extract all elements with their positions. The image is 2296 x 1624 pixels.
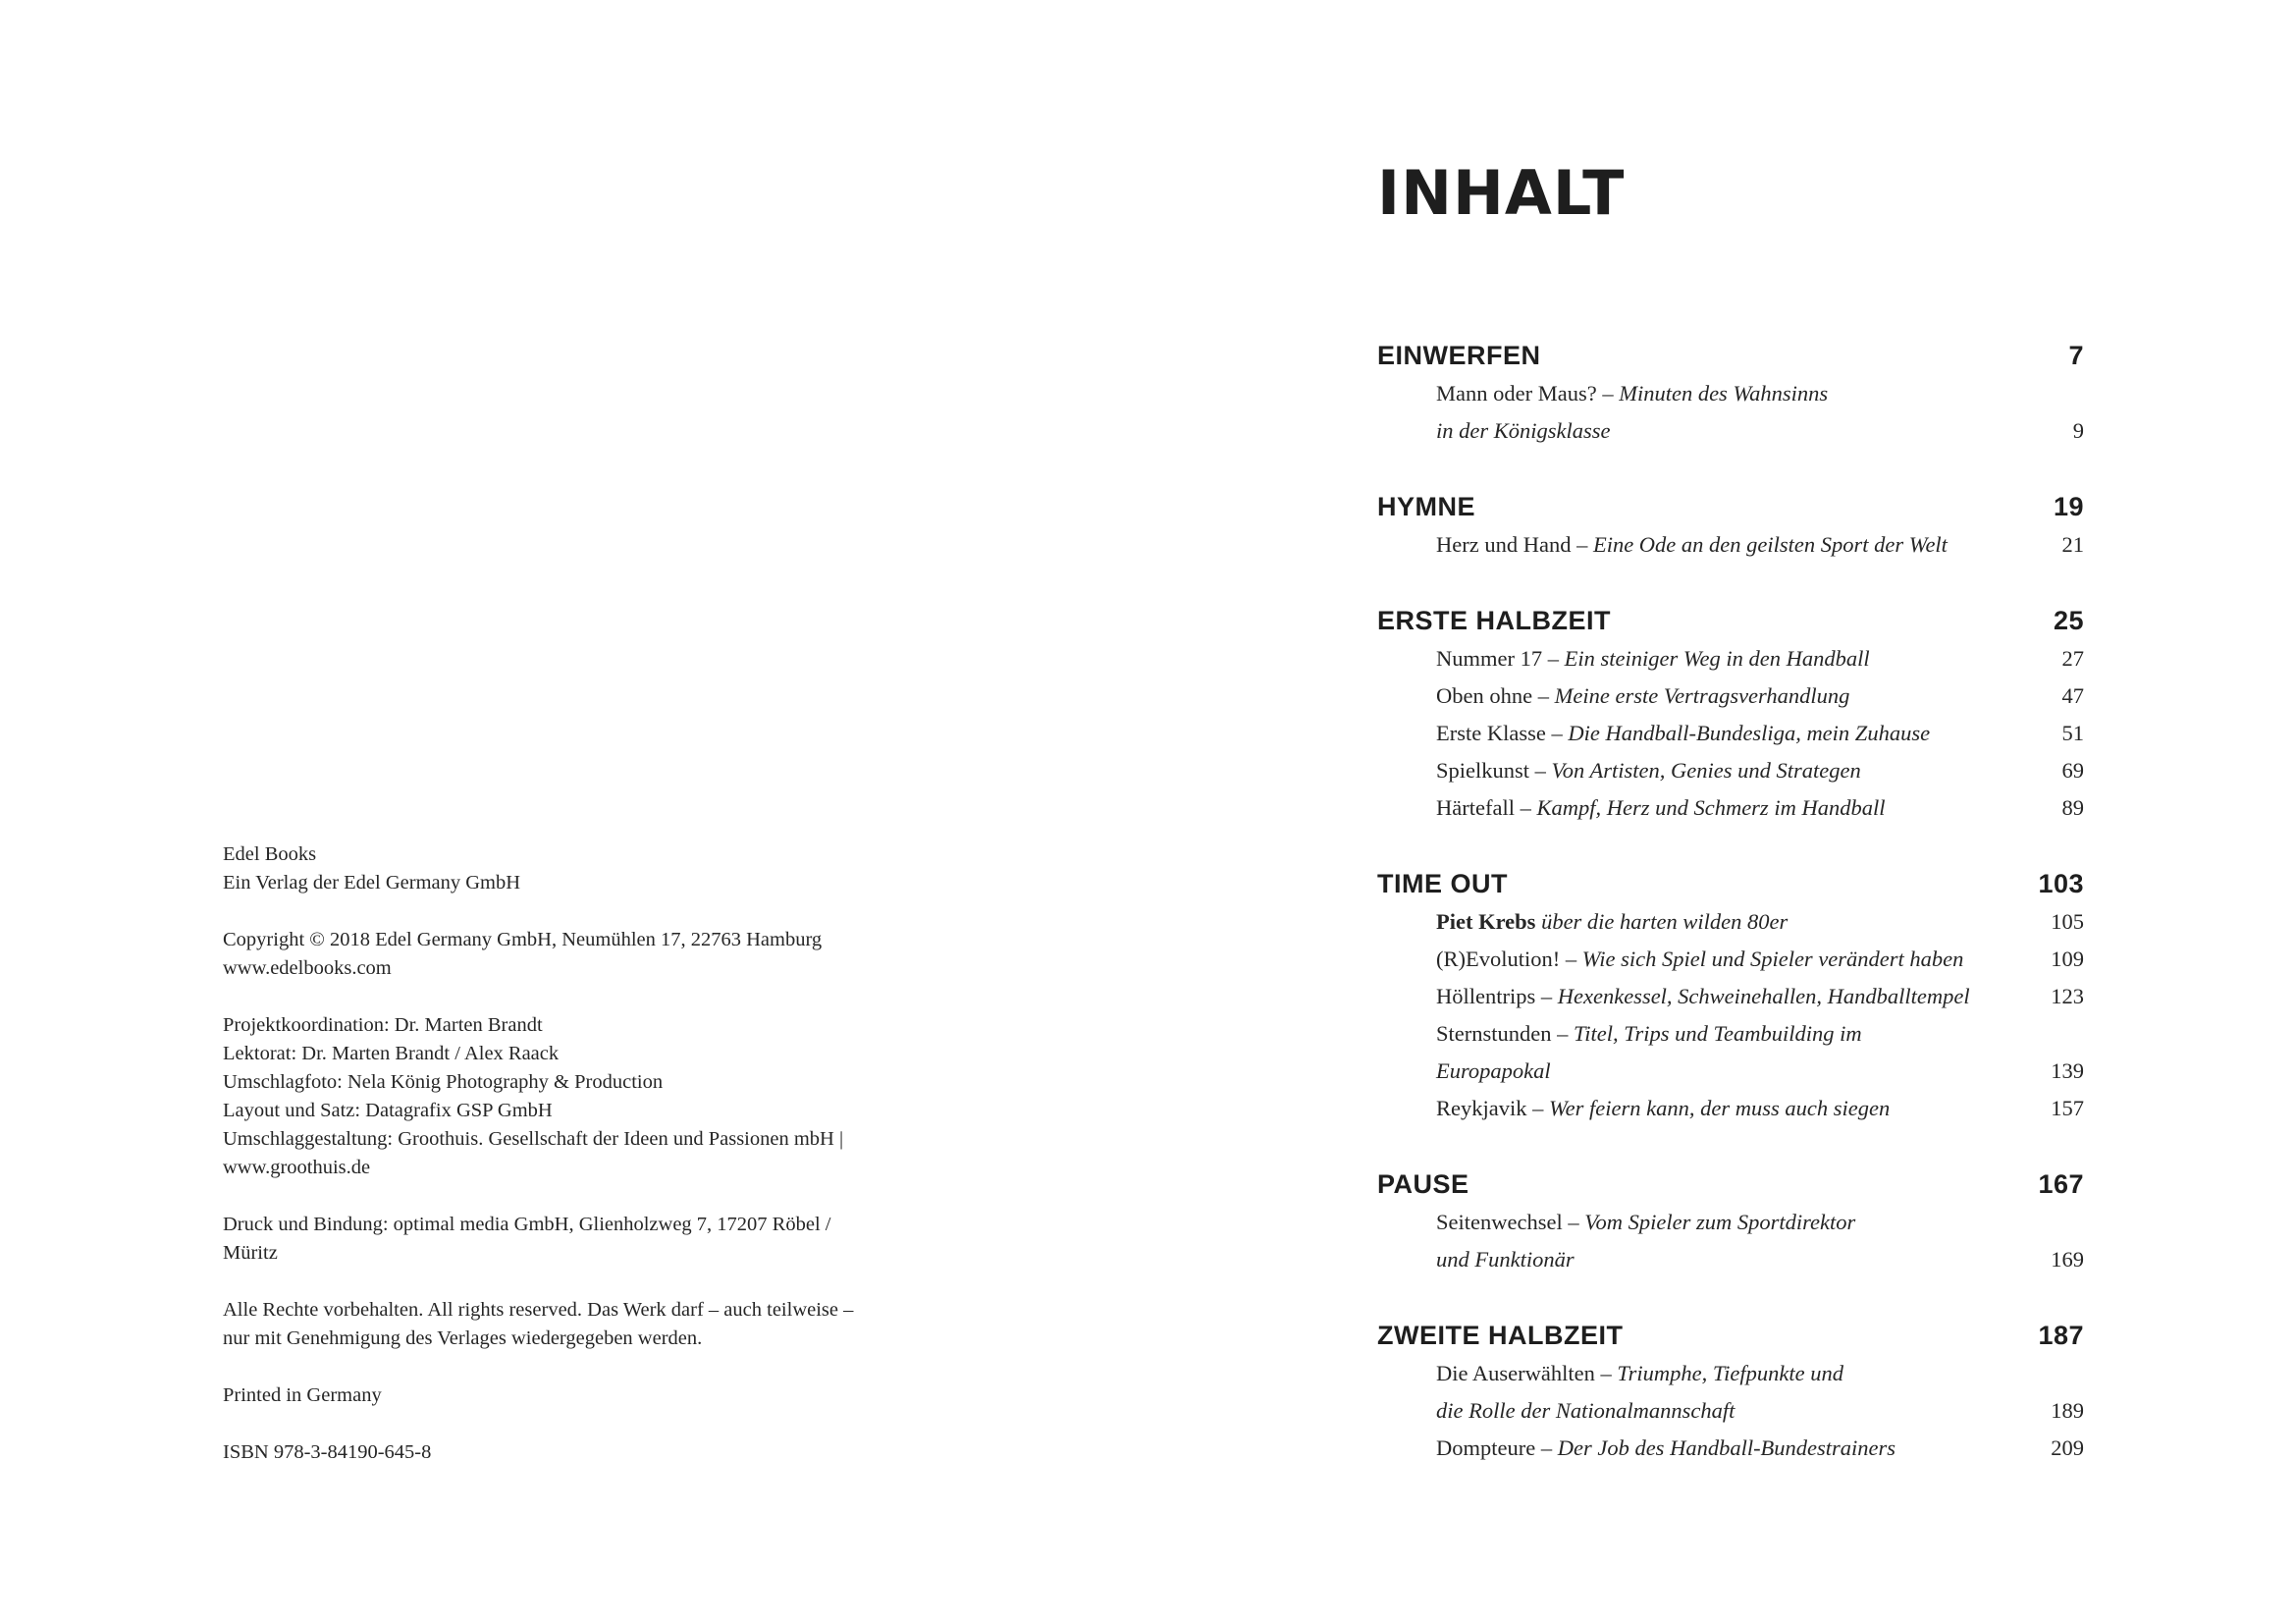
imprint-publisher: Edel Books [223,843,317,865]
toc-section [1377,864,2084,1127]
toc-entry-title: Höllentrips – [1436,984,1553,1008]
imprint-rights-block [223,1296,930,1353]
imprint-printing-cont: Müritz [223,1242,278,1264]
toc-section [1377,487,2084,564]
toc-entry-title: Herz und Hand – [1436,532,1588,557]
toc-entry-line [1436,677,2015,715]
toc-entry-line [1436,1015,2015,1053]
toc-entry [1377,375,2084,450]
imprint-printing: Druck und Bindung: optimal media GmbH, Glienholzweg 7, 17207 Röbel / [223,1214,831,1235]
toc-entry-line [1436,941,2015,978]
toc-entry [1377,715,2084,752]
imprint-layout: Layout und Satz: Datagrafix GSP GmbH [223,1100,553,1121]
toc-entry-line [1436,375,2015,412]
toc-entry-subtitle-cont: die Rolle der Nationalmannschaft [1436,1398,1735,1423]
toc-entry-text [1436,375,2015,450]
toc-title: INHALT [1377,157,1626,229]
toc-entry-page: 69 [2061,758,2084,783]
imprint-credits-block [223,1011,930,1182]
toc-section-title: HYMNE [1377,492,1476,521]
toc-entry-subtitle: Von Artisten, Genies und Strategen [1551,758,1861,783]
imprint-website: www.edelbooks.com [223,957,392,979]
toc-entry-page: 189 [2051,1398,2084,1423]
toc-entry [1377,1090,2084,1127]
toc-entry-title: Oben ohne – [1436,683,1549,708]
toc-entry-text [1436,1090,2015,1127]
toc-entry [1377,1204,2084,1278]
toc-entry-text [1436,903,2015,941]
toc-entry-subtitle: Titel, Trips und Teambuilding im [1574,1021,1862,1046]
toc-entry [1377,903,2084,941]
toc-entry-line [1436,640,2015,677]
toc-entry-subtitle: Wie sich Spiel und Spieler verändert haben [1581,947,1964,971]
toc-entry-title: Erste Klasse – [1436,721,1563,745]
toc-entry-title: Nummer 17 – [1436,646,1559,671]
imprint-copyright: Copyright © 2018 Edel Germany GmbH, Neumühlen 17, 22763 Hamburg [223,929,823,950]
table-of-contents [1377,0,2084,1624]
imprint-printed: Printed in Germany [223,1384,382,1406]
toc-entry-title: Spielkunst – [1436,758,1546,783]
toc-entry-text [1436,677,2015,715]
toc-entry-page: 109 [2051,947,2084,971]
toc-entry-subtitle: Hexenkessel, Schweinehallen, Handballtempel [1557,984,1970,1008]
imprint-printing-block [223,1211,930,1268]
toc-entry-text [1436,978,2015,1015]
imprint-publisher-sub: Ein Verlag der Edel Germany GmbH [223,872,521,893]
toc-entry-subtitle: Kampf, Herz und Schmerz im Handball [1536,795,1886,820]
toc-section-heading [1377,601,2084,640]
toc-entry [1377,640,2084,677]
toc-entry-title: Seitenwechsel – [1436,1210,1579,1234]
toc-entry-title: Sternstunden – [1436,1021,1569,1046]
toc-entry-title: Die Auserwählten – [1436,1361,1612,1385]
toc-section [1377,1164,2084,1278]
toc-entry-title: Härtefall – [1436,795,1531,820]
toc-entry-page: 105 [2051,909,2084,934]
imprint-rights-cont: nur mit Genehmigung des Verlages wiedergegeben werden. [223,1327,703,1349]
toc-section-page: 187 [2038,1321,2084,1350]
toc-entry [1377,789,2084,827]
toc-section-title: PAUSE [1377,1169,1469,1199]
toc-entry-text [1436,526,2015,564]
toc-entry-subtitle-cont: und Funktionär [1436,1247,1575,1272]
toc-entry-text [1436,789,2015,827]
imprint-printed-block [223,1381,930,1410]
toc-entry-page: 209 [2051,1435,2084,1460]
toc-section [1377,601,2084,827]
toc-entry-line [1436,526,2015,564]
toc-entry-page: 139 [2051,1058,2084,1083]
toc-section-page: 103 [2038,869,2084,898]
imprint-isbn-block [223,1438,930,1467]
toc-section-title: TIME OUT [1377,869,1508,898]
toc-section [1377,336,2084,450]
toc-section-heading [1377,1316,2084,1355]
imprint-isbn: ISBN 978-3-84190-645-8 [223,1441,432,1463]
toc-entry [1377,752,2084,789]
toc-section-page: 7 [2068,341,2084,370]
toc-entry-page: 9 [2072,418,2084,443]
toc-entry [1377,1015,2084,1090]
toc-section-heading [1377,487,2084,526]
toc-entry-line [1436,1430,2015,1467]
toc-entry-title: Mann oder Maus? – [1436,381,1614,406]
toc-entry-text [1436,941,2015,978]
toc-entry-line [1436,903,2015,941]
toc-entry-title: Reykjavik – [1436,1096,1544,1120]
toc-entry-text [1436,1204,2015,1278]
toc-entry-subtitle: Meine erste Vertragsverhandlung [1554,683,1850,708]
toc-entry-subtitle: Vom Spieler zum Sportdirektor [1584,1210,1856,1234]
toc-entry-line [1436,1355,2015,1392]
toc-entry-text [1436,640,2015,677]
toc-section-heading [1377,1164,2084,1204]
imprint-publisher-block [223,840,930,897]
toc-entry [1377,526,2084,564]
toc-section-title: EINWERFEN [1377,341,1541,370]
toc-entry [1377,941,2084,978]
toc-entry-line [1436,789,2015,827]
toc-section-title: ERSTE HALBZEIT [1377,606,1612,635]
toc-entry-subtitle: Wer feiern kann, der muss auch siegen [1548,1096,1891,1120]
imprint [223,840,930,1495]
imprint-cover-design: Umschlaggestaltung: Groothuis. Gesellschaft der Ideen und Passionen mbH | [223,1128,844,1150]
toc-entry [1377,978,2084,1015]
toc-entry-subtitle: Der Job des Handball-Bundestrainers [1557,1435,1896,1460]
toc-entry-line [1436,978,2015,1015]
toc-entry-subtitle: Triumphe, Tiefpunkte und [1617,1361,1843,1385]
toc-entry-page: 123 [2051,984,2084,1008]
toc-entry-subtitle: über die harten wilden 80er [1541,909,1789,934]
toc-entry-page: 21 [2061,532,2084,557]
imprint-cover-design-url: www.groothuis.de [223,1157,371,1178]
toc-section-page: 19 [2053,492,2084,521]
toc-entry [1377,1355,2084,1430]
toc-entry-text [1436,1355,2015,1430]
toc-entry-page: 169 [2051,1247,2084,1272]
imprint-rights: Alle Rechte vorbehalten. All rights reserved. Das Werk darf – auch teilweise – [223,1299,854,1321]
toc-entry [1377,1430,2084,1467]
toc-section-page: 25 [2053,606,2084,635]
toc-entry-line [1436,752,2015,789]
toc-entry-text [1436,752,2015,789]
toc-entry-page: 51 [2061,721,2084,745]
toc-entry-page: 89 [2061,795,2084,820]
toc-entry-subtitle-cont: Europapokal [1436,1058,1551,1083]
toc-entry-text [1436,1015,2015,1090]
toc-section-heading [1377,336,2084,375]
toc-entry-page: 47 [2061,683,2084,708]
toc-entry-page: 157 [2051,1096,2084,1120]
toc-entry-page: 27 [2061,646,2084,671]
imprint-copyright-block [223,926,930,983]
toc-entry-subtitle: Ein steiniger Weg in den Handball [1564,646,1870,671]
toc-entry-subtitle: Die Handball-Bundesliga, mein Zuhause [1568,721,1931,745]
toc-entry-title: Dompteure – [1436,1435,1553,1460]
toc-sections [1377,336,2084,1504]
toc-entry-subtitle: Minuten des Wahnsinns [1619,381,1829,406]
toc-entry-text [1436,715,2015,752]
imprint-editing: Lektorat: Dr. Marten Brandt / Alex Raack [223,1043,560,1064]
toc-entry-subtitle-cont: in der Königsklasse [1436,418,1611,443]
toc-entry-line [1436,1090,2015,1127]
toc-section-heading [1377,864,2084,903]
toc-section-page: 167 [2038,1169,2084,1199]
toc-entry-subtitle: Eine Ode an den geilsten Sport der Welt [1592,532,1948,557]
imprint-project: Projektkoordination: Dr. Marten Brandt [223,1014,543,1036]
toc-section [1377,1316,2084,1467]
imprint-cover-photo: Umschlagfoto: Nela König Photography & Production [223,1071,664,1093]
toc-entry-line [1436,1204,2015,1241]
toc-entry-text [1436,1430,2015,1467]
toc-entry-title: (R)Evolution! – [1436,947,1577,971]
toc-section-title: ZWEITE HALBZEIT [1377,1321,1624,1350]
toc-entry-line [1436,715,2015,752]
toc-entry [1377,677,2084,715]
toc-entry-author: Piet Krebs [1436,909,1536,934]
